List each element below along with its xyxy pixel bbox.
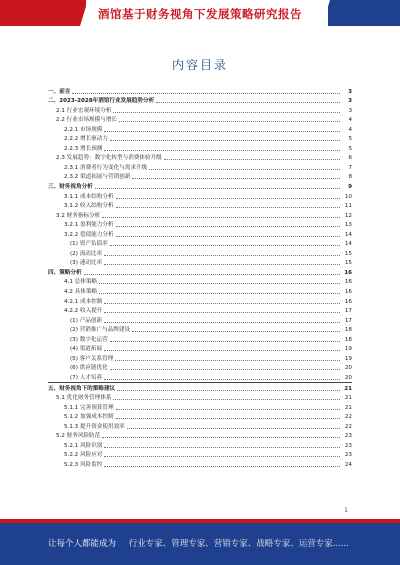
toc-entry-page: 21 <box>344 395 352 402</box>
toc-leader-dots <box>115 359 340 361</box>
toc-entry-page: 4 <box>348 117 352 124</box>
toc-entry-label: (2) 营销推广与品牌建设 <box>70 327 131 334</box>
toc-entry-page: 17 <box>344 308 352 315</box>
toc-entry-page: 23 <box>344 433 352 440</box>
toc-entry[interactable] <box>48 450 352 460</box>
toc-leader-dots <box>110 139 340 141</box>
toc-entry[interactable] <box>48 459 352 469</box>
toc-entry-label: 3.2.2 偿债能力分析 <box>64 231 114 238</box>
toc-entry-page: 11 <box>344 203 352 210</box>
toc-leader-dots <box>84 273 340 275</box>
toc-entry[interactable] <box>48 229 352 239</box>
toc-entry-page: 16 <box>344 279 352 286</box>
toc-entry[interactable] <box>48 431 352 441</box>
toc-entry-label: 四、策略分析 <box>48 269 82 276</box>
toc-entry-page: 5 <box>348 145 352 152</box>
toc-entry-page: 7 <box>348 164 352 171</box>
toc-entry-label: 3.1.2 收入结构分析 <box>64 203 114 210</box>
report-title: 酒馆基于财务视角下发展策略研究报告 <box>98 7 302 21</box>
toc-entry-page: 20 <box>344 365 352 372</box>
footer-tags: 行业专家、管理专家、营销专家、战略专家、运营专家...... <box>128 539 349 549</box>
toc-entry-label: 5.1.2 加强成本控制 <box>64 414 114 421</box>
toc-leader-dots <box>104 455 340 457</box>
toc-entry[interactable] <box>48 421 352 431</box>
toc-entry-label: 2.1 行业宏观环境分析 <box>56 107 112 114</box>
toc-entry-label: (7) 人才培养 <box>70 374 103 381</box>
toc-entry-label: 4.1 总体策略 <box>64 279 98 286</box>
toc-entry[interactable] <box>48 220 352 230</box>
toc-entry[interactable] <box>48 172 352 182</box>
toc-entry[interactable] <box>48 353 352 363</box>
toc-leader-dots <box>116 197 340 199</box>
toc-entry-label: (3) 速动比率 <box>70 260 103 267</box>
toc-entry-page: 13 <box>344 222 352 229</box>
toc-leader-dots <box>116 235 340 237</box>
toc-entry-page: 15 <box>344 260 352 267</box>
toc-entry[interactable] <box>48 124 352 134</box>
toc-entry-page: 3 <box>348 107 352 114</box>
toc-leader-dots <box>117 389 340 391</box>
toc-leader-dots <box>104 321 340 323</box>
toc-leader-dots <box>104 378 340 380</box>
toc-entry[interactable] <box>48 134 352 144</box>
toc-leader-dots <box>156 101 340 103</box>
toc-entry[interactable] <box>48 372 352 382</box>
toc-entry-label: (1) 资产负债率 <box>70 241 108 248</box>
page-footer <box>0 507 400 565</box>
toc-entry-label: 5.2.1 风险识别 <box>64 442 103 449</box>
toc-leader-dots <box>72 92 340 94</box>
toc-entry-page: 16 <box>344 289 352 296</box>
toc-entry[interactable] <box>48 191 352 201</box>
toc-entry-label: 3.1.1 成本结构分析 <box>64 193 114 200</box>
toc-leader-dots <box>113 111 340 113</box>
toc-leader-dots <box>127 427 340 429</box>
toc-entry-label: 3.2 财务指标分析 <box>56 212 101 219</box>
toc-entry[interactable] <box>48 325 352 335</box>
toc-leader-dots <box>104 254 340 256</box>
toc-entry-page: 14 <box>344 241 352 248</box>
toc-leader-dots <box>104 263 340 265</box>
toc-leader-dots <box>95 187 340 189</box>
toc-entry-label: 5.1.1 完善预算管理 <box>64 404 114 411</box>
toc-entry-label: (4) 渠道拓展 <box>70 346 103 353</box>
toc-entry-page: 21 <box>344 385 352 392</box>
toc-entry-label: 三、财务视角分析 <box>48 184 93 191</box>
toc-entry-page: 18 <box>344 327 352 334</box>
toc-leader-dots <box>102 216 340 218</box>
toc-leader-dots <box>149 168 340 170</box>
toc-entry-label: 2.2.2 增长驱动力 <box>64 136 108 143</box>
footer-slogan: 让每个人都能成为 <box>48 539 117 549</box>
toc-entry-page: 19 <box>344 346 352 353</box>
toc-entry-label: 2.2.3 增长预测 <box>64 145 103 152</box>
toc-entry-label: 五、财务视角下的策略建议 <box>48 385 116 392</box>
toc-entry[interactable] <box>48 105 352 115</box>
toc-entry-page: 15 <box>344 250 352 257</box>
toc-entry-label: 4.2.1 成本控制 <box>64 298 103 305</box>
toc-entry[interactable] <box>48 296 352 306</box>
toc-entry-page: 20 <box>344 374 352 381</box>
toc-leader-dots <box>116 408 340 410</box>
toc-leader-dots <box>110 244 340 246</box>
toc-entry-page: 16 <box>344 269 352 276</box>
toc-entry-label: 2.2 行业市场规模与增长 <box>56 117 118 124</box>
toc-entry[interactable] <box>48 239 352 249</box>
toc-entry[interactable] <box>48 306 352 316</box>
toc-entry-label: 3.2.1 盈利能力分析 <box>64 222 114 229</box>
toc-entry-page: 4 <box>348 126 352 133</box>
toc-entry[interactable] <box>48 86 352 96</box>
toc-entry[interactable] <box>48 96 352 106</box>
toc-entry-label: (6) 供应链优化 <box>70 365 108 372</box>
toc-leader-dots <box>119 120 340 122</box>
toc-leader-dots <box>104 130 340 132</box>
toc-leader-dots <box>116 417 340 419</box>
toc-entry-page: 19 <box>344 355 352 362</box>
toc-entry[interactable] <box>48 440 352 450</box>
toc-entry[interactable] <box>48 162 352 172</box>
toc-entry[interactable] <box>48 201 352 211</box>
toc-leader-dots <box>104 311 340 313</box>
toc-entry-label: 5.2 财务风险防范 <box>56 433 101 440</box>
toc-leader-dots <box>110 368 340 370</box>
toc-entry-page: 22 <box>344 414 352 421</box>
toc-entry-page: 23 <box>344 452 352 459</box>
toc-entry-page: 24 <box>344 461 352 468</box>
toc-entry[interactable] <box>48 143 352 153</box>
footer-red-bar <box>0 519 400 523</box>
toc-leader-dots <box>113 398 340 400</box>
toc-entry[interactable] <box>48 153 352 163</box>
toc-entry[interactable] <box>48 210 352 220</box>
toc-leader-dots <box>104 302 340 304</box>
toc-leader-dots <box>102 436 340 438</box>
toc-entry[interactable] <box>48 344 352 354</box>
toc-leader-dots <box>104 465 340 467</box>
toc-entry-label: 5.1 优化财务管理体系 <box>56 395 112 402</box>
toc-entry-page: 3 <box>348 88 352 95</box>
toc-leader-dots <box>99 282 340 284</box>
toc-entry[interactable] <box>48 363 352 373</box>
toc-entry-label: 5.2.2 风险应对 <box>64 452 103 459</box>
toc-leader-dots <box>116 206 340 208</box>
toc-entry[interactable] <box>48 412 352 422</box>
toc-entry-page: 12 <box>344 212 352 219</box>
toc-entry-page: 17 <box>344 317 352 324</box>
toc-entry-label: (5) 客户关系管理 <box>70 355 114 362</box>
toc-entry[interactable] <box>48 315 352 325</box>
toc-entry[interactable] <box>48 248 352 258</box>
toc-entry-page: 16 <box>344 298 352 305</box>
toc-entry-label: 二、2023-2028年酒馆行业发展趋势分析 <box>48 98 155 105</box>
page-number: 1 <box>344 507 348 514</box>
toc-entry-label: 2.2.1 市场规模 <box>64 126 103 133</box>
toc-entry[interactable] <box>48 393 352 403</box>
toc-leader-dots <box>132 330 340 332</box>
toc-entry-label: 5.1.3 提升资金使用效率 <box>64 423 125 430</box>
toc-entry-label: 4.2 具体策略 <box>64 289 98 296</box>
toc-entry-page: 14 <box>344 231 352 238</box>
footer-text <box>48 537 380 549</box>
toc-entry-label: 5.2.3 风险监控 <box>64 461 103 468</box>
toc-leader-dots <box>110 340 340 342</box>
toc-entry-label: 2.3 发展趋势：数字化转型与消费体验升级 <box>56 155 162 162</box>
toc-leader-dots <box>132 177 340 179</box>
toc-entry-page: 21 <box>344 404 352 411</box>
toc-leader-dots <box>104 149 340 151</box>
toc-leader-dots <box>104 446 340 448</box>
toc-entry-label: (2) 流动比率 <box>70 250 103 257</box>
toc-entry-label: (3) 数字化运营 <box>70 336 108 343</box>
toc-entry[interactable] <box>48 382 352 393</box>
toc-entry[interactable] <box>48 181 352 191</box>
toc-entry-label: (1) 产品创新 <box>70 317 103 324</box>
toc-leader-dots <box>164 158 340 160</box>
toc-leader-dots <box>104 349 340 351</box>
toc-leader-dots <box>116 225 340 227</box>
toc-entry[interactable] <box>48 402 352 412</box>
toc-entry-page: 5 <box>348 136 352 143</box>
toc-entry-page: 8 <box>348 174 352 181</box>
toc-entry-page: 18 <box>344 336 352 343</box>
toc-entry[interactable] <box>48 258 352 268</box>
toc-heading: 内容目录 <box>171 58 228 72</box>
toc-entry[interactable] <box>48 277 352 287</box>
toc-entry[interactable] <box>48 115 352 125</box>
toc-entry-label: 2.3.1 消费者行为变化与需求升级 <box>64 164 148 171</box>
table-of-contents <box>48 86 352 469</box>
toc-entry-page: 3 <box>348 98 352 105</box>
toc-entry-page: 10 <box>344 193 352 200</box>
toc-entry-page: 23 <box>344 442 352 449</box>
toc-entry-label: 4.2.2 收入提升 <box>64 308 103 315</box>
toc-entry-page: 6 <box>348 155 352 162</box>
toc-entry-page: 22 <box>344 423 352 430</box>
page-header <box>0 0 400 32</box>
toc-entry[interactable] <box>48 286 352 296</box>
toc-entry[interactable] <box>48 267 352 277</box>
toc-leader-dots <box>99 292 340 294</box>
toc-entry-page: 9 <box>348 184 352 191</box>
toc-entry-label: 2.3.2 渠道拓展与营销创新 <box>64 174 131 181</box>
toc-entry[interactable] <box>48 334 352 344</box>
toc-entry-label: 一、前言 <box>48 88 71 95</box>
